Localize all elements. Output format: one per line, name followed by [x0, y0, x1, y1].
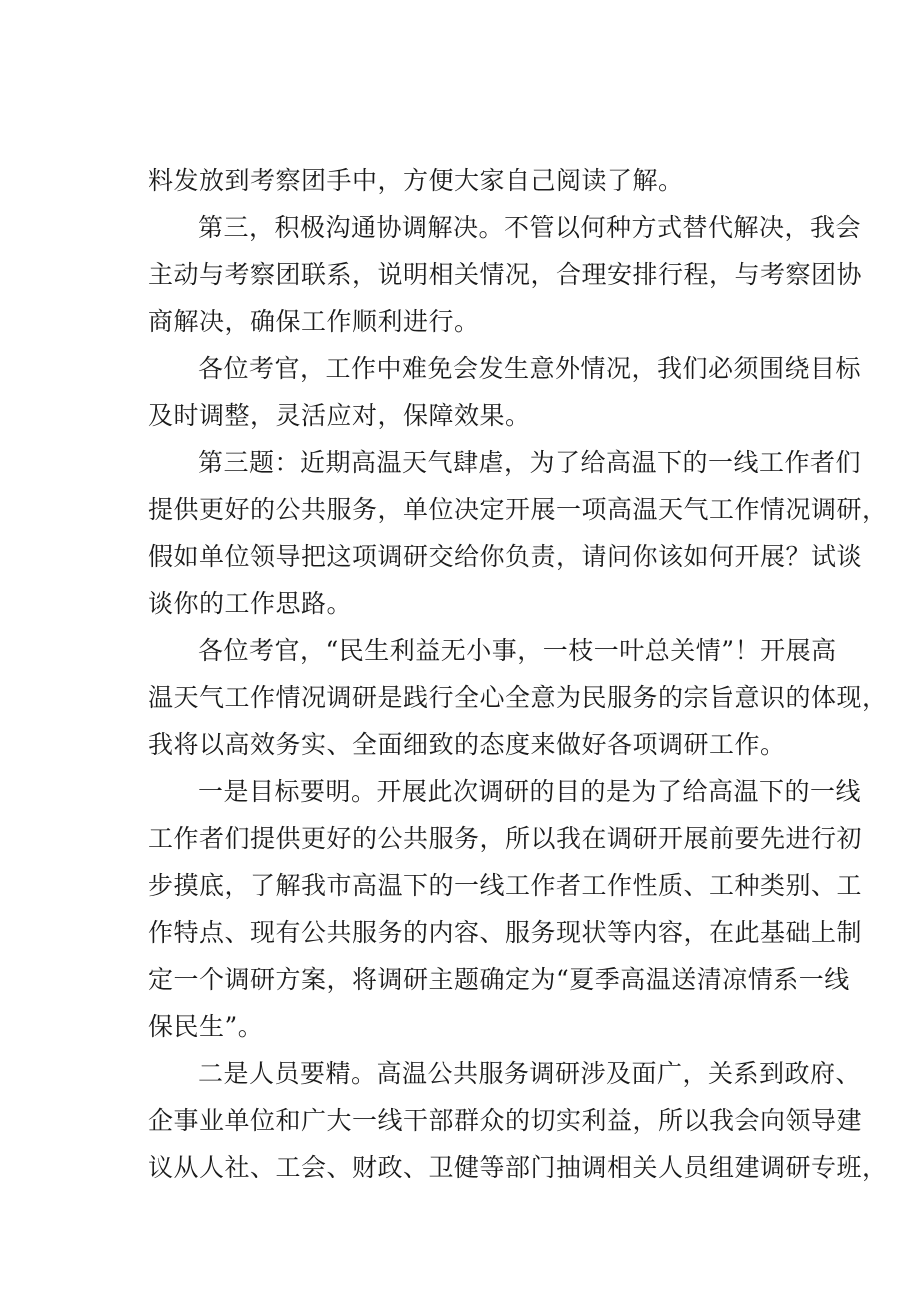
text-line: 谈你的工作思路。	[148, 589, 353, 618]
text-line: 及时调整，灵活应对，保障效果。	[148, 401, 531, 430]
text-line: 企事业单位和广大一线干部群众的切实利益，所以我会向领导建	[148, 1106, 863, 1135]
text-line: 第三，积极沟通协调解决。不管以何种方式替代解决，我会	[198, 213, 862, 242]
text-line: 步摸底，了解我市高温下的一线工作者工作性质、工种类别、工	[148, 871, 863, 900]
text-line: 商解决，确保工作顺利进行。	[148, 307, 480, 336]
text-line: 议从人社、工会、财政、卫健等部门抽调相关人员组建调研专班，	[148, 1153, 888, 1182]
text-line: 各位考官，工作中难免会发生意外情况，我们必须围绕目标	[198, 354, 862, 383]
text-line: 保民生”。	[148, 1012, 264, 1041]
text-line: 二是人员要精。高温公共服务调研涉及面广，关系到政府、	[198, 1059, 862, 1088]
text-line: 定一个调研方案，将调研主题确定为“夏季高温送清凉情系一线	[148, 965, 850, 994]
text-line: 第三题：近期高温天气肆虐，为了给高温下的一线工作者们	[198, 448, 862, 477]
text-line: 一是目标要明。开展此次调研的目的是为了给高温下的一线	[198, 777, 862, 806]
text-line: 我将以高效务实、全面细致的态度来做好各项调研工作。	[148, 730, 786, 759]
text-line: 作特点、现有公共服务的内容、服务现状等内容，在此基础上制	[148, 918, 863, 947]
document-page	[148, 157, 888, 1191]
text-line: 温天气工作情况调研是践行全心全意为民服务的宗旨意识的体现，	[148, 683, 888, 712]
text-line: 假如单位领导把这项调研交给你负责，请问你该如何开展？试谈	[148, 542, 863, 571]
text-line: 主动与考察团联系，说明相关情况，合理安排行程，与考察团协	[148, 260, 863, 289]
text-line: 料发放到考察团手中，方便大家自己阅读了解。	[148, 166, 684, 195]
text-line: 工作者们提供更好的公共服务，所以我在调研开展前要先进行初	[148, 824, 863, 853]
text-line: 各位考官，“民生利益无小事，一枝一叶总关情”！开展高	[198, 636, 837, 665]
text-line: 提供更好的公共服务，单位决定开展一项高温天气工作情况调研，	[148, 495, 888, 524]
